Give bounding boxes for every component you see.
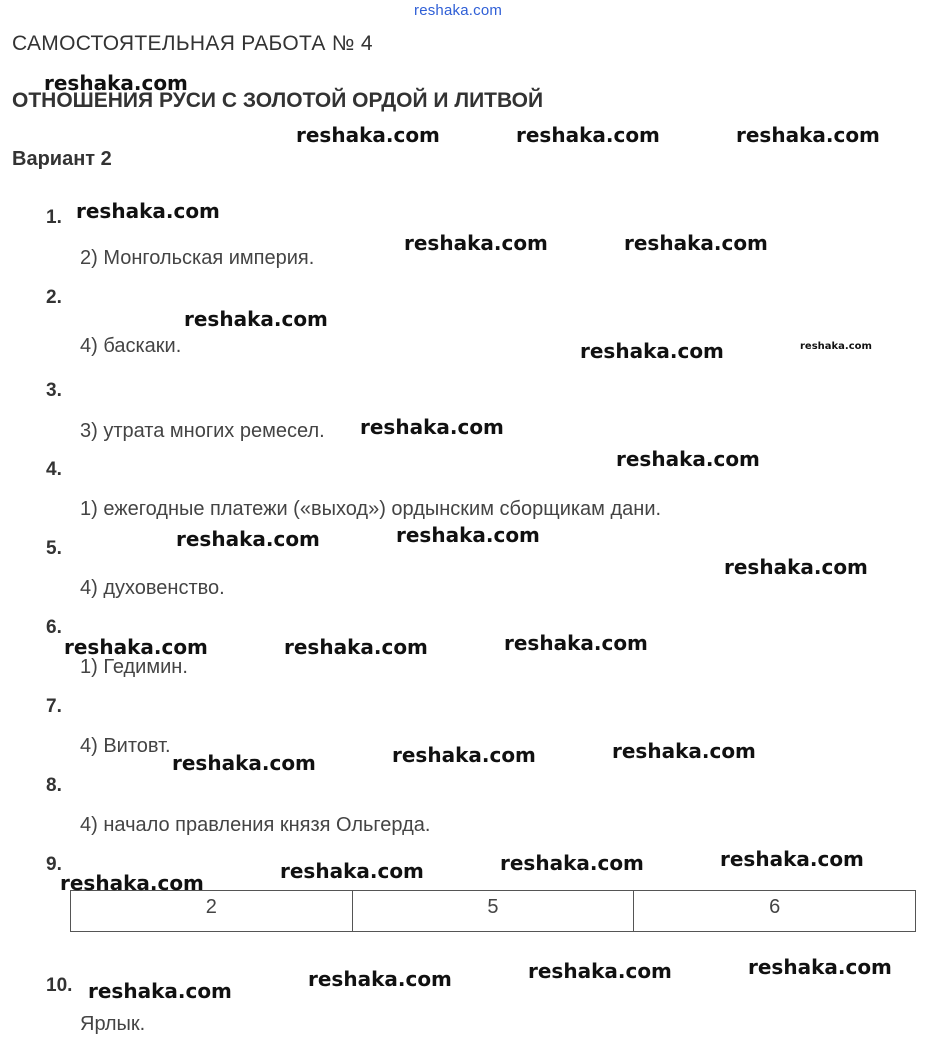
- watermark: reshaka.com: [720, 847, 864, 871]
- answer-text: 2) Монгольская империя.: [80, 247, 315, 269]
- watermark: reshaka.com: [624, 231, 768, 255]
- watermark: reshaka.com: [392, 743, 536, 767]
- answer-table: [70, 890, 916, 932]
- table-cell: 2: [71, 891, 353, 932]
- watermark: reshaka.com: [176, 527, 320, 551]
- table-cell: 6: [634, 891, 916, 932]
- watermark: reshaka.com: [308, 967, 452, 991]
- question-number: 9.: [46, 854, 62, 875]
- watermark: reshaka.com: [404, 231, 548, 255]
- watermark: reshaka.com: [44, 71, 188, 95]
- site-watermark-top[interactable]: reshaka.com: [414, 2, 503, 19]
- answer-text: 3) утрата многих ремесел.: [80, 420, 325, 442]
- table-cell: 5: [352, 891, 634, 932]
- work-title: САМОСТОЯТЕЛЬНАЯ РАБОТА № 4: [12, 32, 373, 55]
- watermark: reshaka.com: [184, 307, 328, 331]
- watermark: reshaka.com: [360, 415, 504, 439]
- answer-text: Ярлык.: [80, 1013, 146, 1035]
- watermark: reshaka.com: [60, 871, 204, 895]
- answer-text: 1) ежегодные платежи («выход») ордынским сборщикам дани.: [80, 498, 662, 520]
- answer-text: 4) духовенство.: [80, 577, 225, 599]
- answer-text: 1) Гедимин.: [80, 656, 188, 678]
- watermark: reshaka.com: [800, 341, 872, 352]
- watermark: reshaka.com: [580, 339, 724, 363]
- watermark: reshaka.com: [284, 635, 428, 659]
- question-number: 1.: [46, 207, 62, 228]
- watermark: reshaka.com: [396, 523, 540, 547]
- watermark: reshaka.com: [724, 555, 868, 579]
- question-number: 3.: [46, 380, 62, 401]
- answer-text: 4) Витовт.: [80, 735, 171, 757]
- question-number: 4.: [46, 459, 62, 480]
- question-number: 7.: [46, 696, 62, 717]
- variant-heading: Вариант 2: [12, 148, 112, 170]
- watermark: reshaka.com: [516, 123, 660, 147]
- watermark: reshaka.com: [88, 979, 232, 1003]
- watermark: reshaka.com: [64, 635, 208, 659]
- answer-text: 4) начало правления князя Ольгерда.: [80, 814, 431, 836]
- watermark: reshaka.com: [296, 123, 440, 147]
- watermark: reshaka.com: [612, 739, 756, 763]
- watermark: reshaka.com: [748, 955, 892, 979]
- watermark: reshaka.com: [280, 859, 424, 883]
- watermark: reshaka.com: [736, 123, 880, 147]
- watermark: reshaka.com: [76, 199, 220, 223]
- answer-text: 4) баскаки.: [80, 335, 182, 357]
- question-number: 8.: [46, 775, 62, 796]
- topic-heading: ОТНОШЕНИЯ РУСИ С ЗОЛОТОЙ ОРДОЙ И ЛИТВОЙ: [12, 89, 544, 112]
- question-number: 6.: [46, 617, 62, 638]
- watermark: reshaka.com: [500, 851, 644, 875]
- watermark: reshaka.com: [528, 959, 672, 983]
- watermark: reshaka.com: [504, 631, 648, 655]
- watermark: reshaka.com: [172, 751, 316, 775]
- watermark: reshaka.com: [616, 447, 760, 471]
- table-row: [71, 891, 916, 932]
- question-number: 10.: [46, 975, 73, 996]
- question-number: 2.: [46, 287, 62, 308]
- question-number: 5.: [46, 538, 62, 559]
